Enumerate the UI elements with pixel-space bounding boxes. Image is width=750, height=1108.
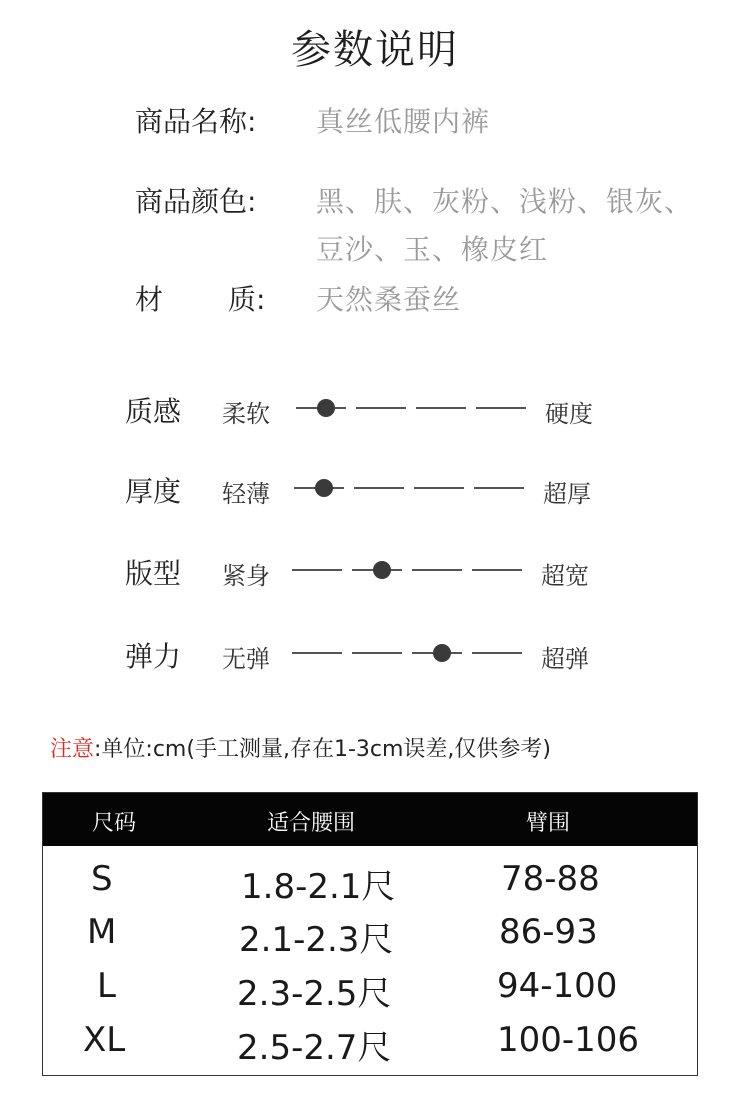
header-size: 尺码 [92, 811, 137, 836]
scale-indicator-dot [433, 644, 451, 662]
arm-cell: 94-100 [497, 966, 618, 1006]
waist-cell: 2.5-2.7尺 [237, 1028, 392, 1068]
product-name-value: 真丝低腰内裤 [316, 105, 491, 138]
scale-segment [474, 487, 524, 489]
scale-segment [476, 407, 526, 409]
waist-cell: 2.1-2.3尺 [239, 920, 394, 960]
scale-indicator-dot [373, 561, 391, 579]
product-name-label: 商品名称: [135, 105, 257, 138]
scale-indicator-dot [317, 399, 335, 417]
scale-indicator-dot [315, 479, 333, 497]
product-color-label: 商品颜色: [135, 185, 257, 218]
size-cell: S [91, 859, 113, 899]
material-label-second: 质: [228, 283, 266, 316]
attribute-scale [296, 398, 526, 418]
attribute-high-label: 超厚 [543, 480, 591, 508]
scale-segment [412, 569, 462, 571]
scale-segment [414, 487, 464, 489]
arm-cell: 86-93 [499, 912, 598, 952]
scale-segment [416, 407, 466, 409]
material-label-first: 材 [135, 283, 164, 316]
table-header [43, 793, 697, 846]
attribute-low-label: 紧身 [222, 562, 270, 590]
scale-segment [472, 652, 522, 654]
scale-segment [292, 652, 342, 654]
attribute-low-label: 柔软 [222, 400, 270, 428]
attribute-low-label: 无弹 [222, 645, 270, 673]
attribute-scale [292, 560, 522, 580]
waist-cell: 2.3-2.5尺 [237, 974, 392, 1014]
size-cell: XL [83, 1020, 126, 1060]
scale-segment [352, 652, 402, 654]
attribute-high-label: 超弹 [541, 645, 589, 673]
product-color-value-line1: 黑、肤、灰粉、浅粉、银灰、 [316, 185, 694, 218]
product-color-value-line2: 豆沙、玉、橡皮红 [316, 233, 549, 266]
scale-segment [472, 569, 522, 571]
attribute-high-label: 硬度 [545, 400, 593, 428]
arm-cell: 78-88 [501, 859, 600, 899]
arm-cell: 100-106 [497, 1020, 640, 1060]
attribute-name: 弹力 [125, 640, 182, 673]
attribute-high-label: 超宽 [541, 562, 589, 590]
attribute-name: 质感 [125, 395, 182, 428]
attribute-name: 版型 [125, 557, 182, 590]
scale-segment [292, 569, 342, 571]
waist-cell: 1.8-2.1尺 [241, 867, 396, 907]
scale-segment [356, 407, 406, 409]
page-title: 参数说明 [291, 27, 459, 73]
header-arm: 臂围 [526, 811, 571, 836]
size-cell: L [97, 966, 116, 1006]
note-text: :单位:cm(手工测量,存在1-3cm误差,仅供参考) [94, 737, 551, 762]
note-label: 注意 [50, 737, 95, 762]
scale-segment [354, 487, 404, 489]
size-table [42, 792, 698, 1076]
attribute-scale [292, 643, 522, 663]
attribute-low-label: 轻薄 [222, 480, 270, 508]
header-waist: 适合腰围 [267, 811, 356, 836]
material-value: 天然桑蚕丝 [316, 283, 462, 316]
attribute-name: 厚度 [125, 475, 182, 508]
measurement-note [50, 732, 551, 763]
attribute-scale [294, 478, 524, 498]
size-cell: M [87, 912, 117, 952]
